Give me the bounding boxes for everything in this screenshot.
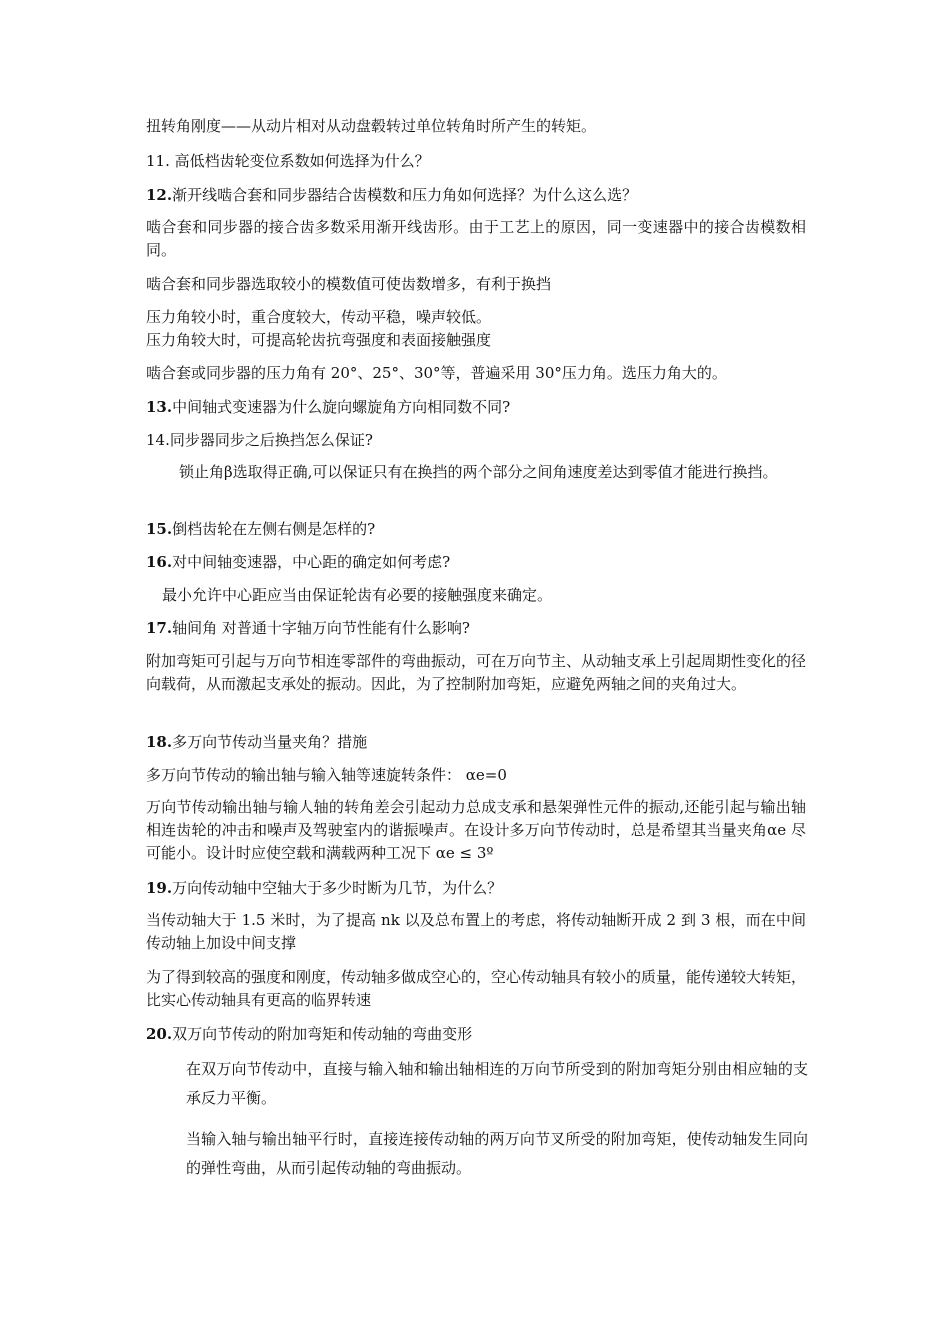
answer-19-paragraph-2: 为了得到较高的强度和刚度，传动轴多做成空心的，空心传动轴具有较小的质量，能传递较大转矩，比实心传动轴具有更高的临界转速 xyxy=(146,968,807,1009)
answer-12-paragraph-1: 啮合套和同步器的接合齿多数采用渐开线齿形。由于工艺上的原因，同一变速器中的接合齿模数相同。 xyxy=(146,218,806,259)
question-number: 13. xyxy=(146,398,173,416)
question-text: 倒档齿轮在左侧右侧是怎样的? xyxy=(172,520,376,538)
answer-17: 附加弯矩可引起与万向节相连零部件的弯曲振动，可在万向节主、从动轴支承上引起周期性变化的径向载荷，从而激起支承处的振动。因此，为了控制附加弯矩，应避免两轴之间的夹角过大。 xyxy=(146,652,807,693)
question-text: 轴间角 对普通十字轴万向节性能有什么影响? xyxy=(172,619,470,637)
question-number: 20. xyxy=(146,1025,173,1043)
question-number: 18. xyxy=(146,733,173,751)
question-text: 对中间轴变速器，中心距的确定如何考虑? xyxy=(172,553,451,571)
question-15 xyxy=(146,518,806,541)
answer-12-paragraph-4: 压力角较大时，可提高轮齿抗弯强度和表面接触强度 xyxy=(146,331,492,349)
answer-14-text: 锁止角β选取得正确,可以保证只有在换挡的两个部分之间角速度差达到零值才能进行换挡。 xyxy=(179,463,778,481)
answer-14 xyxy=(179,461,807,484)
answer-19-paragraph-1: 当传动轴大于 1.5 米时，为了提高 nk 以及总布置上的考虑，将传动轴断开成 2 到 3 根，而在中间传动轴上加设中间支撑 xyxy=(146,911,806,952)
question-11: 11. 高低档齿轮变位系数如何选择为什么？ xyxy=(146,152,430,170)
question-number: 12. xyxy=(146,186,173,204)
question-text: 多万向节传动当量夹角？措施 xyxy=(172,733,368,751)
question-number: 17. xyxy=(146,619,173,637)
question-13 xyxy=(146,396,806,419)
answer-12-paragraph-3: 压力角较小时，重合度较大，传动平稳，噪声较低。 xyxy=(146,308,492,326)
question-12 xyxy=(146,184,806,207)
question-text: 双万向节传动的附加弯矩和传动轴的弯曲变形 xyxy=(172,1025,473,1043)
question-text: 万向传动轴中空轴大于多少时断为几节，为什么？ xyxy=(172,879,503,897)
question-18 xyxy=(146,731,806,754)
answer-18-condition: 多万向节传动的输出轴与输入轴等速旋转条件： αe=0 xyxy=(146,766,507,784)
answer-20-paragraph-2-text: 当输入轴与输出轴平行时，直接连接传动轴的两万向节叉所受的附加弯矩，使传动轴发生同向的弹性弯曲，从而引起传动轴的弯曲振动。 xyxy=(186,1130,808,1177)
answer-12-paragraph-2: 啮合套和同步器选取较小的模数值可使齿数增多，有利于换挡 xyxy=(146,275,552,293)
question-text: 中间轴式变速器为什么旋向螺旋角方向相同数不同? xyxy=(172,398,511,416)
answer-20-paragraph-1 xyxy=(186,1055,808,1113)
definition-line: 扭转角刚度——从动片相对从动盘毂转过单位转角时所产生的转矩。 xyxy=(146,117,597,135)
question-20 xyxy=(146,1023,806,1046)
question-text: 渐开线啮合套和同步器结合齿模数和压力角如何选择？为什么这么选？ xyxy=(172,186,638,204)
answer-18-explanation: 万向节传动输出轴与输人轴的转角差会引起动力总成支承和悬架弹性元件的振动,还能引起与输出轴相连齿轮的冲击和噪声及驾驶室内的谐振噪声。在设计多万向节传动时，总是希望其当量夹角αe 尽可能小。设计时应使空载和满载两种工况下 αe ≤ 3º xyxy=(146,798,806,862)
question-17 xyxy=(146,617,806,640)
question-number: 19. xyxy=(146,879,173,897)
question-16 xyxy=(146,551,806,574)
question-number: 16. xyxy=(146,553,173,571)
question-19 xyxy=(146,877,806,900)
answer-20-paragraph-1-text: 在双万向节传动中，直接与输入轴和输出轴相连的万向节所受到的附加弯矩分别由相应轴的支承反力平衡。 xyxy=(186,1060,808,1107)
question-14: 14.同步器同步之后换挡怎么保证? xyxy=(146,431,373,449)
question-number: 15. xyxy=(146,520,173,538)
answer-16: 最小允许中心距应当由保证轮齿有必要的接触强度来确定。 xyxy=(162,586,553,604)
answer-12-paragraph-5: 啮合套或同步器的压力角有 20°、25°、30°等，普遍采用 30°压力角。选压力角大的。 xyxy=(146,364,727,382)
answer-20-paragraph-2 xyxy=(186,1125,808,1183)
